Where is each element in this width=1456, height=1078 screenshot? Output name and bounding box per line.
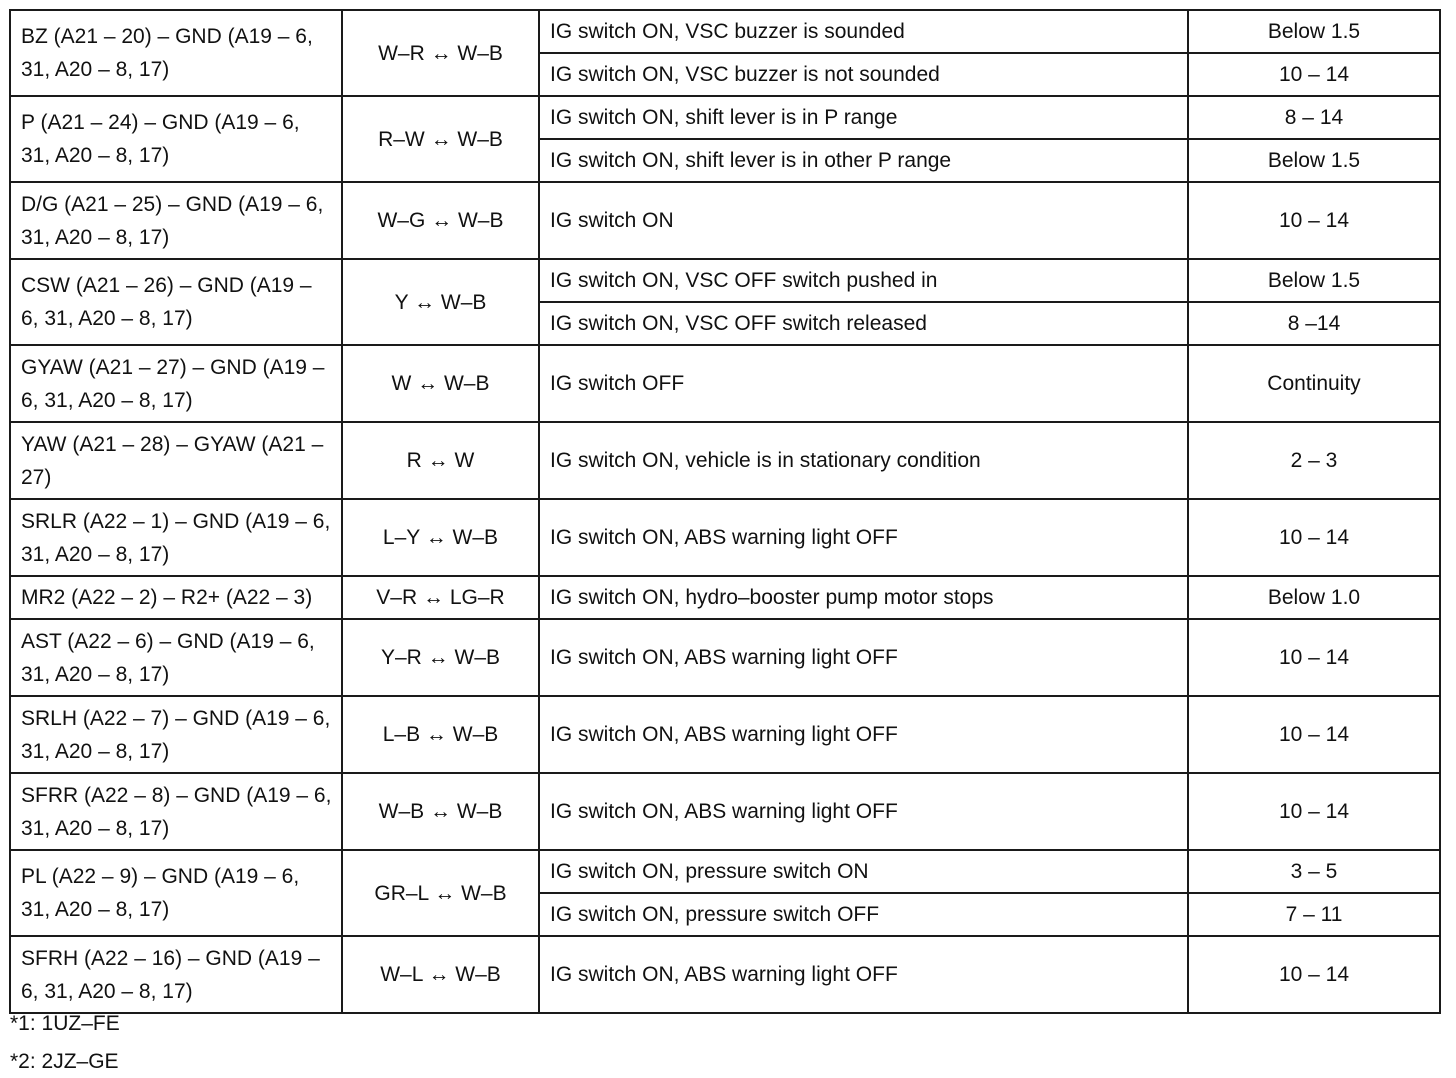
wiring-color-cell: W ↔ W–B	[342, 345, 539, 422]
table-row	[10, 773, 1440, 850]
condition-cell: IG switch ON, ABS warning light OFF	[539, 696, 1188, 773]
table-row	[10, 696, 1440, 773]
condition-cell: IG switch ON, ABS warning light OFF	[539, 773, 1188, 850]
specified-condition-cell: 7 – 11	[1188, 893, 1440, 936]
condition-cell: IG switch ON, VSC OFF switch released	[539, 302, 1188, 345]
table-row	[10, 936, 1440, 1013]
footnote-1uz-fe: *1: 1UZ–FE	[10, 1012, 120, 1035]
condition-cell: IG switch ON, VSC buzzer is not sounded	[539, 53, 1188, 96]
table-row	[10, 422, 1440, 499]
specified-condition-cell: 10 – 14	[1188, 182, 1440, 259]
specified-condition-cell: 10 – 14	[1188, 619, 1440, 696]
terminal-cell: PL (A22 – 9) – GND (A19 – 6, 31, A20 – 8, 17)	[10, 850, 342, 936]
terminal-cell: SFRH (A22 – 16) – GND (A19 – 6, 31, A20 – 8, 17)	[10, 936, 342, 1013]
table-row	[10, 96, 1440, 139]
specified-condition-cell: Below 1.5	[1188, 139, 1440, 182]
table-row	[10, 182, 1440, 259]
wiring-color-cell: Y–R ↔ W–B	[342, 619, 539, 696]
condition-cell: IG switch ON, hydro–booster pump motor stops	[539, 576, 1188, 619]
wiring-color-cell: L–B ↔ W–B	[342, 696, 539, 773]
terminal-cell: D/G (A21 – 25) – GND (A19 – 6, 31, A20 – 8, 17)	[10, 182, 342, 259]
wiring-color-cell: W–B ↔ W–B	[342, 773, 539, 850]
footnote-2jz-ge: *2: 2JZ–GE	[10, 1050, 119, 1073]
specified-condition-cell: 10 – 14	[1188, 53, 1440, 96]
terminal-cell: CSW (A21 – 26) – GND (A19 – 6, 31, A20 – 8, 17)	[10, 259, 342, 345]
specified-condition-cell: 8 –14	[1188, 302, 1440, 345]
wiring-color-cell: W–R ↔ W–B	[342, 10, 539, 96]
specified-condition-cell: Below 1.5	[1188, 259, 1440, 302]
table-body	[10, 10, 1440, 1013]
condition-cell: IG switch ON, ABS warning light OFF	[539, 499, 1188, 576]
condition-cell: IG switch ON, VSC buzzer is sounded	[539, 10, 1188, 53]
wiring-color-cell: V–R ↔ LG–R	[342, 576, 539, 619]
terminal-cell: GYAW (A21 – 27) – GND (A19 – 6, 31, A20 – 8, 17)	[10, 345, 342, 422]
terminal-voltage-table	[9, 9, 1441, 1014]
table-row	[10, 259, 1440, 302]
specified-condition-cell: 10 – 14	[1188, 773, 1440, 850]
terminal-cell: P (A21 – 24) – GND (A19 – 6, 31, A20 – 8, 17)	[10, 96, 342, 182]
condition-cell: IG switch ON	[539, 182, 1188, 259]
specified-condition-cell: 8 – 14	[1188, 96, 1440, 139]
wiring-color-cell: L–Y ↔ W–B	[342, 499, 539, 576]
specified-condition-cell: Below 1.0	[1188, 576, 1440, 619]
specified-condition-cell: 2 – 3	[1188, 422, 1440, 499]
wiring-color-cell: R–W ↔ W–B	[342, 96, 539, 182]
specified-condition-cell: 10 – 14	[1188, 696, 1440, 773]
terminal-cell: SRLH (A22 – 7) – GND (A19 – 6, 31, A20 – 8, 17)	[10, 696, 342, 773]
terminal-cell: YAW (A21 – 28) – GYAW (A21 – 27)	[10, 422, 342, 499]
wiring-color-cell: W–L ↔ W–B	[342, 936, 539, 1013]
condition-cell: IG switch ON, VSC OFF switch pushed in	[539, 259, 1188, 302]
terminal-cell: AST (A22 – 6) – GND (A19 – 6, 31, A20 – 8, 17)	[10, 619, 342, 696]
table-row	[10, 576, 1440, 619]
specified-condition-cell: 10 – 14	[1188, 936, 1440, 1013]
condition-cell: IG switch ON, ABS warning light OFF	[539, 619, 1188, 696]
condition-cell: IG switch ON, pressure switch OFF	[539, 893, 1188, 936]
wiring-color-cell: Y ↔ W–B	[342, 259, 539, 345]
table-row	[10, 345, 1440, 422]
wiring-color-cell: W–G ↔ W–B	[342, 182, 539, 259]
specified-condition-cell: Below 1.5	[1188, 10, 1440, 53]
terminal-cell: SRLR (A22 – 1) – GND (A19 – 6, 31, A20 – 8, 17)	[10, 499, 342, 576]
condition-cell: IG switch OFF	[539, 345, 1188, 422]
condition-cell: IG switch ON, vehicle is in stationary condition	[539, 422, 1188, 499]
wiring-color-cell: R ↔ W	[342, 422, 539, 499]
table-row	[10, 499, 1440, 576]
specified-condition-cell: Continuity	[1188, 345, 1440, 422]
condition-cell: IG switch ON, shift lever is in other P range	[539, 139, 1188, 182]
wiring-color-cell: GR–L ↔ W–B	[342, 850, 539, 936]
condition-cell: IG switch ON, ABS warning light OFF	[539, 936, 1188, 1013]
table-row	[10, 850, 1440, 893]
table-row	[10, 10, 1440, 53]
table-row	[10, 619, 1440, 696]
specified-condition-cell: 3 – 5	[1188, 850, 1440, 893]
condition-cell: IG switch ON, shift lever is in P range	[539, 96, 1188, 139]
condition-cell: IG switch ON, pressure switch ON	[539, 850, 1188, 893]
terminal-cell: MR2 (A22 – 2) – R2+ (A22 – 3)	[10, 576, 342, 619]
terminal-cell: SFRR (A22 – 8) – GND (A19 – 6, 31, A20 – 8, 17)	[10, 773, 342, 850]
terminal-cell: BZ (A21 – 20) – GND (A19 – 6, 31, A20 – 8, 17)	[10, 10, 342, 96]
specified-condition-cell: 10 – 14	[1188, 499, 1440, 576]
